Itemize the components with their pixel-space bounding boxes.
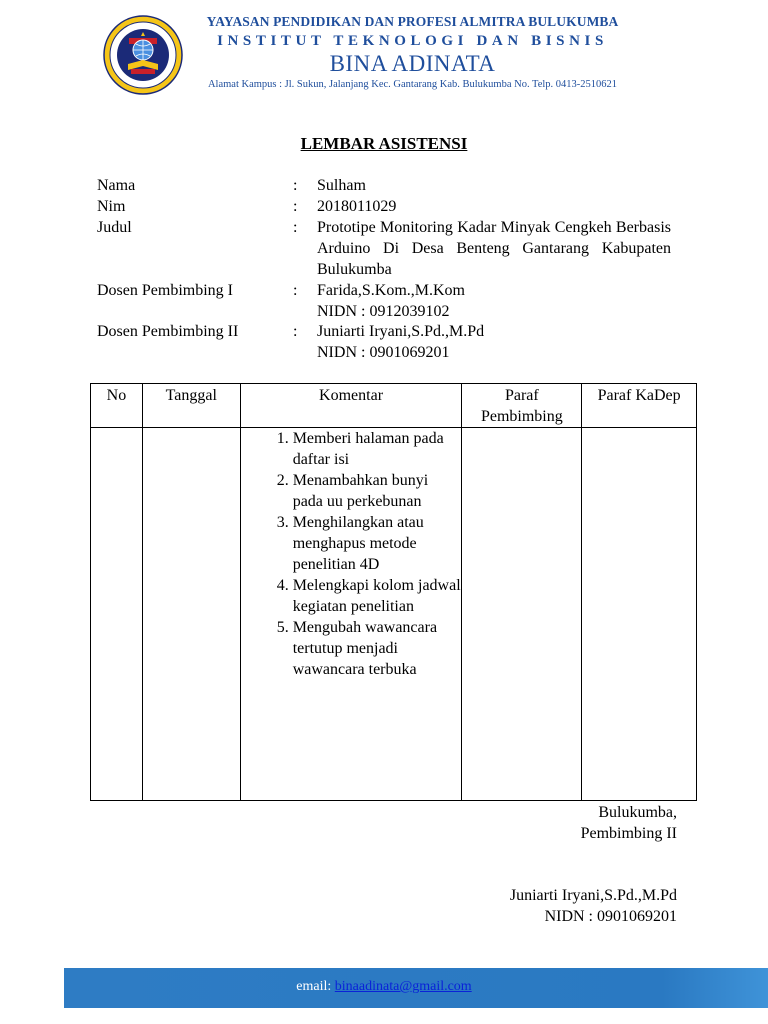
list-item: 3. Menghilangkan atau menghapus metode penelitian 4D: [293, 512, 462, 575]
footer-contact: [0, 979, 768, 995]
institute-brand-name: BINA ADINATA: [329, 51, 496, 76]
field-label: Judul: [97, 219, 132, 236]
header-paraf-line1: Paraf: [504, 387, 539, 404]
table-row: [91, 428, 697, 801]
email-label: email:: [296, 979, 332, 994]
signature-nidn: NIDN : 0901069201: [544, 908, 677, 925]
field-colon: :: [293, 219, 298, 236]
cell-paraf-pembimbing: [462, 428, 582, 801]
campus-address: Alamat Kampus : Jl. Sukun, Jalanjang Kec. Gantarang Kab. Bulukumba No. Telp. 0413-2510621: [207, 79, 618, 90]
email-link[interactable]: binaadinata@gmail.com: [334, 979, 472, 994]
komentar-list: [241, 428, 462, 680]
asistensi-table: [90, 383, 697, 801]
dosen-name: Farida,S.Kom.,M.Kom: [317, 282, 465, 299]
cell-tanggal: [142, 428, 240, 801]
cell-paraf-kadep: [582, 428, 697, 801]
field-colon: :: [293, 323, 298, 340]
header-paraf-pembimbing: [462, 384, 582, 428]
field-colon: :: [293, 282, 298, 299]
signature-name: Juniarti Iryani,S.Pd.,M.Pd: [509, 887, 677, 904]
cell-no: [91, 428, 143, 801]
foundation-name: YAYASAN PENDIDIKAN DAN PROFESI ALMITRA BULUKUMBA: [206, 14, 619, 29]
institution-seal-icon: [103, 14, 183, 96]
field-label: Dosen Pembimbing II: [97, 323, 239, 340]
field-value: Prototipe Monitoring Kadar Minyak Cengkeh Berbasis Arduino Di Desa Benteng Gantarang Kabupaten Bulukumba: [317, 219, 671, 278]
list-item: 4. Melengkapi kolom jadwal kegiatan penelitian: [293, 575, 462, 617]
institute-name: INSTITUT TEKNOLOGI DAN BISNIS: [217, 33, 608, 49]
dosen-nidn: NIDN : 0912039102: [317, 303, 450, 320]
field-value: Sulham: [317, 177, 366, 194]
field-value: 2018011029: [317, 198, 397, 215]
dosen-nidn: NIDN : 0901069201: [317, 344, 450, 361]
field-label: Nim: [97, 198, 126, 215]
signature-role: Pembimbing II: [580, 825, 677, 842]
field-value: [317, 280, 671, 322]
list-item: 1. Memberi halaman pada daftar isi: [293, 428, 462, 470]
header-komentar: Komentar: [240, 384, 462, 428]
field-colon: :: [293, 177, 298, 194]
document-title: LEMBAR ASISTENSI: [300, 134, 468, 153]
list-item: 2. Menambahkan bunyi pada uu perkebunan: [293, 470, 462, 512]
cell-komentar: [240, 428, 462, 801]
list-item: 5. Mengubah wawancara tertutup menjadi wawancara terbuka: [293, 617, 462, 680]
header-tanggal: Tanggal: [142, 384, 240, 428]
dosen-name: Juniarti Iryani,S.Pd.,M.Pd: [317, 323, 485, 340]
field-label: Dosen Pembimbing I: [97, 282, 233, 299]
header-paraf-line2: Pembimbing: [480, 408, 563, 425]
field-colon: :: [293, 198, 298, 215]
header-no: No: [91, 384, 143, 428]
field-label: Nama: [97, 177, 136, 194]
field-value: [317, 321, 671, 363]
header-paraf-kadep: Paraf KaDep: [582, 384, 697, 428]
table-header-row: [91, 384, 697, 428]
signature-place: Bulukumba,: [598, 804, 677, 821]
